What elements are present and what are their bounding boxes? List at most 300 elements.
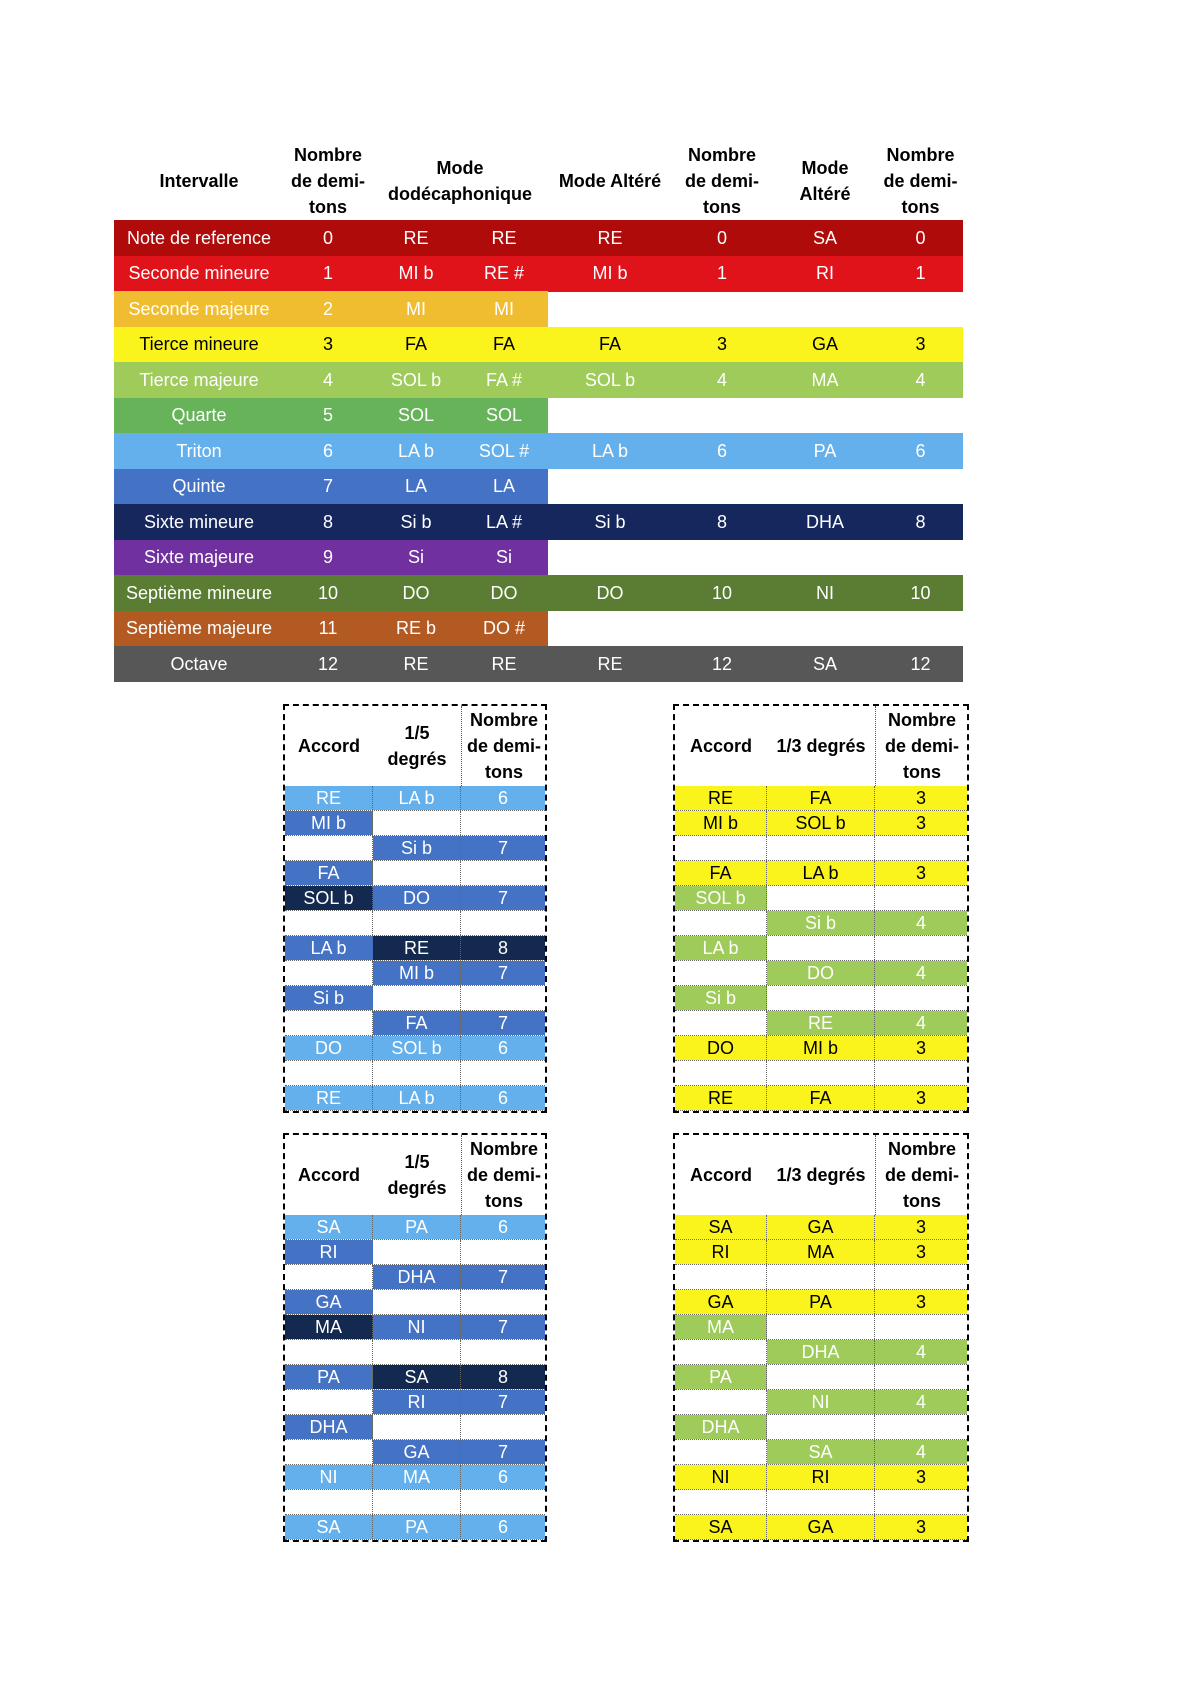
semitone-count	[875, 1265, 967, 1289]
small-table-row	[675, 911, 967, 936]
altered-note-2: GA	[811, 334, 838, 354]
altered-semitones-2: 6	[915, 440, 926, 461]
degree-note: MA	[373, 1465, 461, 1489]
chord-note: PA	[285, 1365, 373, 1389]
main-table-row	[114, 540, 963, 576]
semitone-count: 6	[461, 1515, 545, 1539]
small-table-row	[285, 1390, 545, 1415]
semitone-count: 3	[875, 861, 967, 885]
altered-semitones-2: 1	[915, 263, 926, 283]
main-table-header	[114, 142, 963, 220]
small-table-header-cell: 1/5 degrés	[387, 723, 447, 769]
semitone-count: 4	[875, 1011, 967, 1035]
small-table-row	[285, 1215, 545, 1240]
semitone-count: 4	[875, 1340, 967, 1364]
dodecaphonic-note-2: RE #	[483, 263, 525, 283]
dodecaphonic-note-2: SOL #	[478, 440, 530, 461]
dodecaphonic-note-2: RE	[491, 227, 517, 248]
semitone-count: 3	[875, 1086, 967, 1110]
degree-note	[767, 936, 875, 960]
small-table-row	[675, 886, 967, 911]
semitones: 7	[322, 476, 333, 496]
degree-note	[767, 1365, 875, 1389]
semitone-count	[875, 1415, 967, 1439]
semitone-count	[461, 1061, 545, 1085]
small-table-row	[675, 1390, 967, 1415]
altered-semitones-2: 4	[915, 369, 926, 390]
chord-note	[285, 961, 373, 985]
chord-note	[675, 1390, 767, 1414]
chord-note	[285, 1390, 373, 1414]
chord-note: GA	[675, 1290, 767, 1314]
semitones: 5	[322, 405, 333, 425]
header-nombre-demitons-alt2: Nombre de demi- tons	[883, 145, 958, 217]
degree-note: NI	[373, 1315, 461, 1339]
semitone-count: 6	[461, 1465, 545, 1489]
interval-name: Seconde mineure	[128, 263, 270, 283]
small-table-row	[285, 936, 545, 961]
small-table-header	[285, 706, 545, 787]
header-nombre-demitons: Nombre de demi- tons	[290, 145, 365, 217]
interval-name: Septième mineure	[125, 582, 273, 603]
altered-note	[548, 469, 672, 505]
degree-note: DHA	[373, 1265, 461, 1289]
altered-note-2	[772, 469, 878, 505]
degree-note: MI b	[767, 1036, 875, 1060]
altered-note-2: DHA	[805, 511, 844, 532]
small-table-row	[285, 1011, 545, 1036]
altered-semitones-2: 3	[915, 334, 926, 354]
semitone-count: 4	[875, 1390, 967, 1414]
degree-note: RI	[373, 1390, 461, 1414]
semitone-count	[461, 1290, 545, 1314]
small-table-header	[675, 1135, 967, 1216]
degree-note	[767, 886, 875, 910]
small-table-row	[285, 1365, 545, 1390]
chord-note	[285, 1265, 373, 1289]
interval-name: Quinte	[172, 476, 226, 496]
altered-note-2	[772, 398, 878, 434]
degree-note: MI b	[373, 961, 461, 985]
degree-note	[767, 1315, 875, 1339]
altered-semitones	[672, 291, 772, 327]
small-table-row	[675, 1061, 967, 1086]
semitone-count: 7	[461, 961, 545, 985]
degree-note	[373, 1061, 461, 1085]
chord-note: Si b	[675, 986, 767, 1010]
degree-note: PA	[373, 1215, 461, 1239]
interval-name: Octave	[170, 653, 228, 674]
semitone-count: 3	[875, 1036, 967, 1060]
semitone-count: 6	[461, 1086, 545, 1110]
small-table-row	[675, 861, 967, 886]
degree-note: Si b	[373, 836, 461, 860]
degree-note: PA	[373, 1515, 461, 1539]
interval-name: Sixte majeure	[143, 547, 255, 567]
chord-note: MA	[675, 1315, 767, 1339]
altered-semitones-2	[878, 398, 963, 434]
semitone-count	[875, 936, 967, 960]
small-table-row	[285, 1240, 545, 1265]
degree-note	[373, 1415, 461, 1439]
interval-name: Triton	[176, 440, 222, 461]
degree-note: FA	[767, 1086, 875, 1110]
altered-semitones	[672, 398, 772, 434]
small-table-row	[675, 1290, 967, 1315]
semitone-count: 3	[875, 811, 967, 835]
small-table-row	[285, 1340, 545, 1365]
interval-name: Septième majeure	[125, 618, 273, 638]
chord-note: RE	[285, 1086, 373, 1110]
degree-note	[373, 1240, 461, 1264]
altered-note: RE	[597, 653, 623, 674]
chord-note	[285, 1440, 373, 1464]
altered-semitones-2: 8	[915, 511, 926, 532]
chord-note: NI	[675, 1465, 767, 1489]
small-table-header-cell: Accord	[689, 736, 752, 756]
degree-note	[373, 911, 461, 935]
small-table-header-cell: Nombre de demi- tons	[461, 706, 546, 786]
chord-note: LA b	[285, 936, 373, 960]
altered-semitones: 8	[716, 511, 727, 532]
small-table-row	[675, 986, 967, 1011]
dodecaphonic-note-2: LA #	[485, 511, 523, 532]
semitones: 6	[322, 440, 333, 461]
degree-note	[767, 1490, 875, 1514]
fifths-table-1	[283, 704, 547, 1113]
degree-note	[767, 986, 875, 1010]
altered-semitones: 10	[711, 582, 733, 603]
semitone-count: 6	[461, 1215, 545, 1239]
chord-note	[285, 1340, 373, 1364]
altered-note: SOL b	[584, 369, 636, 390]
degree-note: SOL b	[373, 1036, 461, 1060]
altered-semitones: 0	[716, 227, 727, 248]
small-table-row	[675, 961, 967, 986]
chord-note	[675, 1265, 767, 1289]
small-table-header-cell: 1/5 degrés	[387, 1152, 447, 1198]
small-table-header	[285, 1135, 545, 1216]
chord-note: SOL b	[675, 886, 767, 910]
chord-note: SA	[285, 1515, 373, 1539]
altered-note-2: RI	[816, 263, 834, 283]
altered-semitones-2: 0	[915, 227, 926, 248]
degree-note	[767, 1061, 875, 1085]
small-table-row	[285, 961, 545, 986]
small-table-row	[285, 986, 545, 1011]
small-table-header-cell: Nombre de demi- tons	[461, 1135, 546, 1215]
altered-semitones-2	[878, 291, 963, 327]
header-mode-altere-2: Mode Altéré	[799, 158, 851, 204]
semitone-count	[461, 1340, 545, 1364]
small-table-row	[675, 1011, 967, 1036]
chord-note: RE	[675, 786, 767, 810]
degree-note: MA	[767, 1240, 875, 1264]
interval-name: Tierce mineure	[139, 334, 259, 354]
altered-note-2: PA	[813, 440, 837, 461]
small-table-row	[675, 1086, 967, 1111]
interval-name: Sixte mineure	[143, 511, 255, 532]
chord-note: LA b	[675, 936, 767, 960]
semitone-count	[875, 836, 967, 860]
interval-name: Tierce majeure	[139, 369, 259, 390]
thirds-table-2	[673, 1133, 969, 1542]
main-table-row	[114, 575, 963, 611]
semitone-count	[875, 986, 967, 1010]
dodecaphonic-note-1: Si b	[400, 511, 432, 532]
semitone-count: 7	[461, 886, 545, 910]
small-table-row	[675, 1515, 967, 1540]
chord-note: DO	[285, 1036, 373, 1060]
dodecaphonic-note-1: Si	[407, 547, 424, 567]
altered-note	[548, 540, 672, 576]
semitone-count: 3	[875, 1515, 967, 1539]
chord-note: RI	[675, 1240, 767, 1264]
semitone-count: 7	[461, 836, 545, 860]
altered-note: DO	[596, 582, 624, 603]
semitone-count	[875, 1061, 967, 1085]
semitone-count	[875, 1365, 967, 1389]
altered-semitones: 4	[716, 369, 727, 390]
chord-note	[675, 1011, 767, 1035]
small-table-row	[675, 1315, 967, 1340]
chord-note: NI	[285, 1465, 373, 1489]
semitone-count	[875, 1490, 967, 1514]
fifths-table-2	[283, 1133, 547, 1542]
small-table-row	[675, 1340, 967, 1365]
altered-note	[548, 291, 672, 327]
dodecaphonic-note-1: RE	[403, 653, 429, 674]
degree-note: SA	[373, 1365, 461, 1389]
altered-semitones-2: 10	[910, 582, 931, 603]
chord-note: PA	[675, 1365, 767, 1389]
semitones: 4	[322, 369, 333, 390]
semitone-count	[461, 1240, 545, 1264]
small-table-row	[675, 1365, 967, 1390]
chord-note: SA	[285, 1215, 373, 1239]
chord-note: MI b	[675, 811, 767, 835]
semitone-count	[461, 861, 545, 885]
small-table-row	[285, 836, 545, 861]
altered-semitones: 1	[716, 263, 727, 283]
altered-semitones-2: 12	[910, 653, 931, 674]
header-intervalle: Intervalle	[159, 171, 239, 191]
interval-name: Seconde majeure	[128, 298, 270, 319]
dodecaphonic-note-1: SOL	[397, 405, 435, 425]
altered-semitones: 12	[711, 653, 733, 674]
degree-note: SA	[767, 1440, 875, 1464]
main-table-row	[114, 256, 963, 292]
semitone-count: 7	[461, 1390, 545, 1414]
degree-note: LA b	[373, 786, 461, 810]
header-nombre-demitons-alt: Nombre de demi- tons	[684, 145, 759, 217]
chord-note	[675, 961, 767, 985]
degree-note	[767, 836, 875, 860]
chord-note	[285, 1061, 373, 1085]
main-table-row	[114, 611, 963, 647]
chord-note: DHA	[285, 1415, 373, 1439]
chord-note: DHA	[675, 1415, 767, 1439]
small-table-row	[285, 786, 545, 811]
main-table-row	[114, 327, 963, 363]
dodecaphonic-note-2: LA	[492, 476, 516, 496]
degree-note: SOL b	[767, 811, 875, 835]
dodecaphonic-note-1: RE	[403, 227, 429, 248]
small-table-row	[285, 1061, 545, 1086]
degree-note	[373, 1340, 461, 1364]
degree-note: RE	[767, 1011, 875, 1035]
small-table-row	[675, 1415, 967, 1440]
dodecaphonic-note-1: MI	[406, 298, 426, 319]
semitone-count	[461, 1490, 545, 1514]
small-table-row	[675, 1036, 967, 1061]
main-table-row	[114, 362, 963, 398]
degree-note	[767, 1415, 875, 1439]
chord-note: MI b	[285, 811, 373, 835]
degree-note: DO	[373, 886, 461, 910]
altered-semitones-2	[878, 540, 963, 576]
altered-note	[548, 398, 672, 434]
semitones: 10	[317, 582, 339, 603]
semitone-count	[461, 1415, 545, 1439]
chord-note	[285, 836, 373, 860]
small-table-row	[285, 1265, 545, 1290]
dodecaphonic-note-2: RE	[491, 653, 517, 674]
dodecaphonic-note-2: DO #	[482, 618, 525, 638]
dodecaphonic-note-1: LA b	[397, 440, 435, 461]
semitone-count	[875, 1315, 967, 1339]
small-table-row	[285, 1465, 545, 1490]
chord-note	[285, 1011, 373, 1035]
altered-note-2	[772, 291, 878, 327]
small-table-row	[675, 936, 967, 961]
dodecaphonic-note-2: Si	[495, 547, 512, 567]
degree-note: RE	[373, 936, 461, 960]
degree-note: PA	[767, 1290, 875, 1314]
small-table-row	[285, 1490, 545, 1515]
degree-note	[373, 1490, 461, 1514]
chord-note: SOL b	[285, 886, 373, 910]
semitones: 3	[322, 334, 333, 354]
small-table-row	[675, 836, 967, 861]
degree-note: Si b	[767, 911, 875, 935]
thirds-table-1	[673, 704, 969, 1113]
small-table-row	[675, 1240, 967, 1265]
altered-note: MI b	[592, 263, 628, 283]
small-table-header-cell: Accord	[689, 1165, 752, 1185]
semitone-count: 7	[461, 1315, 545, 1339]
degree-note	[373, 861, 461, 885]
dodecaphonic-note-1: DO	[402, 582, 430, 603]
dodecaphonic-note-2: FA #	[485, 369, 523, 390]
small-table-row	[285, 1515, 545, 1540]
dodecaphonic-note-1: FA	[404, 334, 427, 354]
chord-note: Si b	[285, 986, 373, 1010]
altered-note-2	[772, 611, 878, 647]
semitones: 11	[318, 618, 338, 638]
header-mode-altere: Mode Altéré	[558, 171, 662, 191]
chord-note	[675, 1490, 767, 1514]
altered-semitones: 6	[716, 440, 727, 461]
small-table-row	[675, 811, 967, 836]
semitones: 12	[317, 653, 339, 674]
altered-semitones-2	[878, 611, 963, 647]
semitone-count: 7	[461, 1265, 545, 1289]
semitone-count: 4	[875, 961, 967, 985]
semitones: 0	[322, 227, 333, 248]
altered-note: LA b	[591, 440, 629, 461]
semitone-count: 7	[461, 1011, 545, 1035]
chord-note: RE	[285, 786, 373, 810]
altered-note: FA	[598, 334, 621, 354]
chord-note	[675, 1440, 767, 1464]
main-table-row	[114, 291, 963, 327]
main-table-row	[114, 469, 963, 505]
degree-note: DO	[767, 961, 875, 985]
semitone-count: 4	[875, 1440, 967, 1464]
semitones: 9	[322, 547, 333, 567]
dodecaphonic-note-1: RE b	[395, 618, 437, 638]
small-table-row	[285, 1415, 545, 1440]
chord-note: MA	[285, 1315, 373, 1339]
semitones: 1	[322, 263, 333, 283]
small-table-row	[285, 1315, 545, 1340]
chord-note: GA	[285, 1290, 373, 1314]
altered-semitones	[672, 611, 772, 647]
chord-note	[675, 911, 767, 935]
small-table-row	[675, 1490, 967, 1515]
chord-note	[675, 1340, 767, 1364]
altered-note-2	[772, 540, 878, 576]
chord-note: FA	[285, 861, 373, 885]
altered-note-2: SA	[812, 227, 837, 248]
degree-note: LA b	[767, 861, 875, 885]
altered-semitones	[672, 540, 772, 576]
chord-note: SA	[675, 1515, 767, 1539]
chord-note: SA	[675, 1215, 767, 1239]
small-table-row	[285, 1440, 545, 1465]
altered-note-2: MA	[811, 369, 839, 390]
semitone-count	[875, 886, 967, 910]
dodecaphonic-note-1: MI b	[398, 263, 434, 283]
main-table-row	[114, 504, 963, 540]
chord-note: DO	[675, 1036, 767, 1060]
small-table-row	[675, 786, 967, 811]
header-mode-dodecaphonique: Mode dodécaphonique	[388, 158, 532, 204]
degree-note: RI	[767, 1465, 875, 1489]
altered-semitones-2	[878, 469, 963, 505]
semitone-count: 3	[875, 1465, 967, 1489]
altered-note-2: SA	[812, 653, 837, 674]
semitones: 8	[322, 511, 333, 532]
degree-note: DHA	[767, 1340, 875, 1364]
chord-note: RI	[285, 1240, 373, 1264]
degree-note: FA	[767, 786, 875, 810]
main-table-row	[114, 433, 963, 469]
dodecaphonic-note-2: SOL	[485, 405, 523, 425]
dodecaphonic-note-2: FA	[492, 334, 515, 354]
semitone-count: 3	[875, 1215, 967, 1239]
semitones: 2	[322, 298, 333, 319]
small-table-header-cell: Nombre de demi- tons	[875, 706, 968, 786]
chord-note: FA	[675, 861, 767, 885]
semitone-count: 3	[875, 1290, 967, 1314]
semitone-count	[461, 986, 545, 1010]
small-table-row	[675, 1215, 967, 1240]
chord-note	[675, 1061, 767, 1085]
semitone-count: 7	[461, 1440, 545, 1464]
small-table-row	[675, 1265, 967, 1290]
